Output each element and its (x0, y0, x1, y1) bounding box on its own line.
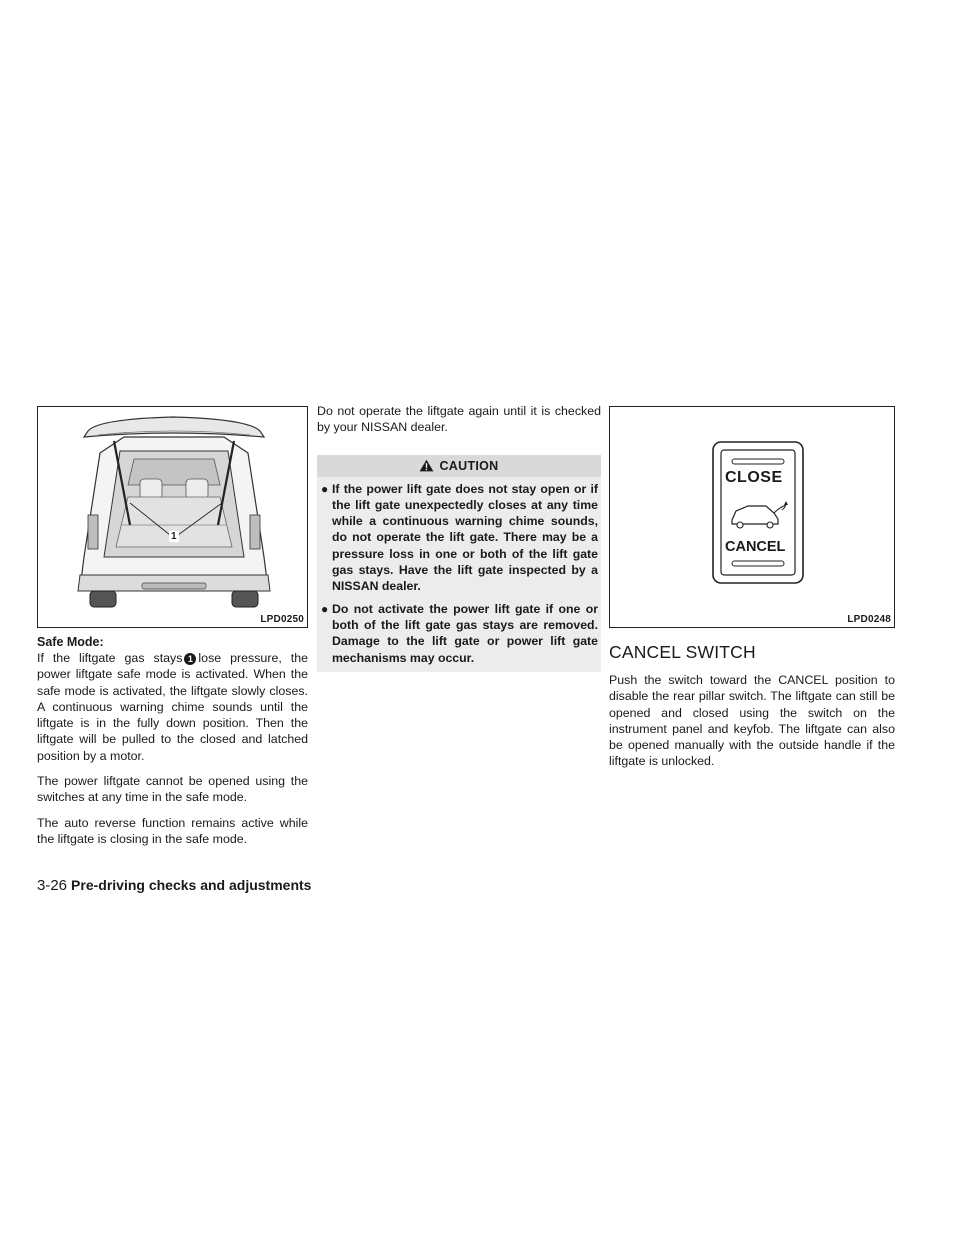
liftgate-switch-illustration (610, 407, 895, 628)
safe-mode-paragraph-2: The power liftgate cannot be opened using the switches at any time in the safe mode. (37, 774, 308, 805)
para1-end: lose pressure, the power liftgate safe mode is activated. When the safe mode is activated, the liftgate slowly closes. A continuous warning chime sounds until the liftgate is in the fully down position. Then the liftgate will be pulled to the closed and latched position by a motor. (37, 651, 308, 763)
cancel-switch-figure (609, 406, 895, 628)
chapter-title: Pre-driving checks and adjustments (71, 877, 312, 893)
cancel-switch-paragraph: Push the switch toward the CANCEL position to disable the rear pillar switch. The liftgate can still be opened and closed using the switch on the instrument panel and keyfob. The liftgate can also be opened manually with the outside handle if the liftgate is unlocked. (609, 673, 895, 769)
middle-column (317, 403, 601, 672)
safe-mode-heading: Safe Mode: (37, 635, 104, 649)
bullet-icon: ● (321, 481, 329, 496)
caution-title: CAUTION (439, 458, 499, 473)
vehicle-rear-open-liftgate-illustration (38, 407, 308, 628)
bullet-icon: ● (321, 601, 329, 616)
liftgate-gas-stays-figure (37, 406, 308, 628)
dealer-check-paragraph: Do not operate the liftgate again until it is checked by your NISSAN dealer. (317, 404, 601, 435)
caution-text-1: If the power lift gate does not stay open or if the lift gate unexpectedly closes at any time while a continuous warning chime sounds, do not operate the lift gate. There may be a pressure loss in one or both of the lift gate gas stays. Have the lift gate inspected by a NISSAN dealer. (332, 481, 598, 594)
caution-text-2: Do not activate the power lift gate if one or both of the lift gate gas stays are removed. Damage to the lift gate or power lift gate mechanisms may occur. (332, 601, 598, 665)
para1-start: If the liftgate gas stays (37, 651, 183, 665)
right-column (609, 406, 895, 779)
warning-triangle-icon (419, 459, 434, 472)
figure-code-right: LPD0248 (847, 614, 891, 625)
caution-box (317, 477, 601, 672)
caution-header (317, 455, 601, 477)
close-label: CLOSE (725, 469, 783, 486)
cancel-switch-heading: CANCEL SWITCH (609, 642, 756, 662)
page-footer (37, 877, 311, 894)
circled-number-1: 1 (184, 653, 196, 665)
callout-number-1: 1 (171, 531, 177, 542)
page-number: 3-26 (37, 877, 68, 894)
caution-item (321, 481, 598, 595)
cancel-label: CANCEL (725, 539, 786, 555)
caution-item (321, 601, 598, 666)
left-column (37, 406, 308, 856)
safe-mode-paragraph-1 (37, 650, 308, 764)
safe-mode-paragraph-3: The auto reverse function remains active while the liftgate is closing in the safe mode. (37, 815, 308, 846)
figure-code-left: LPD0250 (260, 614, 304, 625)
